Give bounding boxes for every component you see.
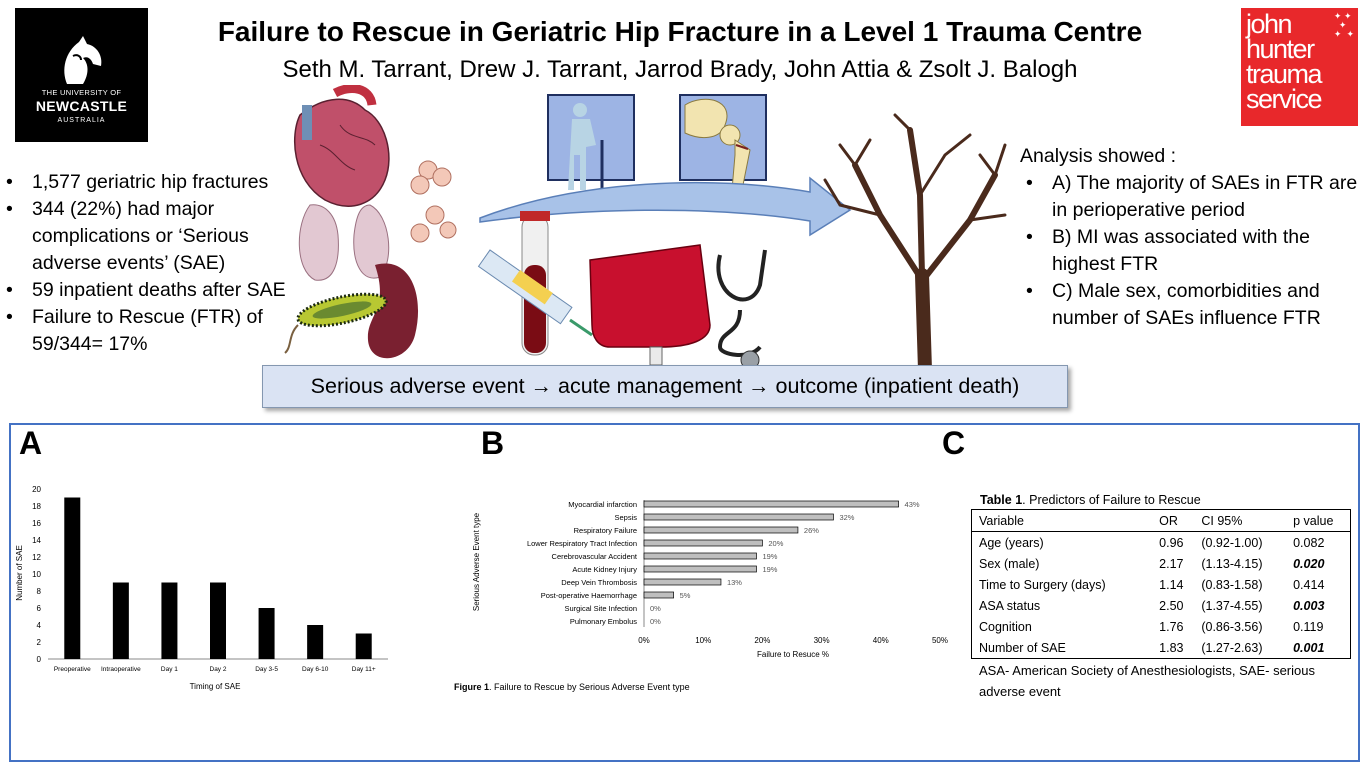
table-header-cell: p value	[1293, 513, 1334, 528]
summary-bullet: • 1,577 geriatric hip fractures	[0, 169, 310, 196]
table-cell: 1.76	[1159, 619, 1184, 634]
chart-b-category: Sepsis	[614, 513, 637, 522]
chart-a-ytick: 0	[36, 655, 41, 664]
summary-bullet: • Failure to Rescue (FTR) of 59/344= 17%	[0, 304, 310, 358]
chart-a-ytick: 18	[32, 502, 41, 511]
horse-crest-icon	[57, 34, 107, 86]
chart-a-bar	[161, 583, 177, 660]
heart-icon	[295, 89, 389, 207]
table-cell: 2.17	[1159, 556, 1184, 571]
chart-a-xtick: Day 3-5	[255, 666, 278, 673]
chart-b-value-label: 0%	[650, 617, 661, 626]
table-cell: (0.83-1.58)	[1201, 577, 1263, 592]
chart-a-ylabel: Number of SAE	[15, 545, 24, 601]
chart-a-ytick: 8	[36, 587, 41, 596]
table-footnote: ASA- American Society of Anesthesiologists, SAE- serious adverse event	[979, 663, 1315, 699]
table-cell: (0.92-1.00)	[1201, 535, 1263, 550]
chart-a-bar	[210, 583, 226, 660]
chart-b-category: Deep Vein Thrombosis	[561, 578, 637, 587]
chart-b-value-label: 13%	[726, 578, 742, 587]
panel-label-a: A	[19, 425, 43, 461]
uon-logo-line3: AUSTRALIA	[57, 117, 106, 124]
uon-logo-line1: THE UNIVERSITY OF	[41, 88, 122, 97]
clinical-illustration	[280, 85, 1020, 370]
panel-label-c: C	[942, 425, 966, 461]
table-row	[972, 616, 1351, 637]
chart-a-xtick: Intraoperative	[100, 666, 141, 673]
dead-tree-icon	[825, 115, 1005, 370]
chart-a-xlabel: Timing of SAE	[189, 682, 241, 691]
chart-b-xlabel: Failure to Resuce %	[756, 650, 830, 659]
table-cell: 0.003	[1293, 598, 1325, 613]
chart-a-xtick: Day 2	[209, 666, 227, 673]
chart-a-xtick: Day 11+	[351, 666, 376, 673]
jhts-line-1: john	[1246, 9, 1292, 39]
chart-b-category: Lower Respiratory Tract Infection	[526, 539, 637, 548]
chart-a-xtick: Preoperative	[53, 666, 91, 673]
chart-b-xtick: 40%	[872, 636, 889, 645]
john-hunter-trauma-service-logo	[1241, 8, 1358, 126]
analysis-bullet: • B) MI was associated with the highest FTR	[1020, 224, 1360, 278]
table-cell: Time to Surgery (days)	[979, 577, 1106, 592]
chart-ftr-by-event	[466, 494, 956, 664]
table-cell: (1.37-4.55)	[1201, 598, 1263, 613]
table-1-caption-text: . Predictors of Failure to Rescue	[1022, 493, 1201, 507]
lungs-icon	[299, 205, 388, 280]
table-cell: Cognition	[979, 619, 1032, 634]
elderly-patient-icon	[548, 95, 634, 190]
alveoli-icon	[411, 161, 456, 242]
table-cell: 1.14	[1159, 577, 1184, 592]
chart-sae-timing	[10, 478, 390, 698]
table-header-cell: Variable	[979, 513, 1024, 528]
chart-a-bar	[307, 625, 323, 659]
chart-b-value-label: 43%	[904, 500, 920, 509]
figure-1-caption-bold: Figure 1	[454, 682, 490, 692]
chart-b-xtick: 20%	[754, 636, 771, 645]
predictors-table	[971, 509, 1351, 659]
chart-a-xtick: Day 1	[160, 666, 178, 673]
table-1-caption-bold: Table 1	[980, 493, 1023, 507]
chart-b-bar	[644, 527, 798, 533]
table-cell: 0.082	[1293, 535, 1325, 550]
table-header-row	[972, 510, 1351, 532]
summary-bullet: • 59 inpatient deaths after SAE	[0, 277, 310, 304]
table-cell: 0.001	[1293, 640, 1325, 655]
table-cell: Number of SAE	[979, 640, 1066, 655]
university-of-newcastle-logo	[15, 8, 148, 142]
table-cell: ASA status	[979, 598, 1041, 613]
jhts-line-3: trauma	[1246, 59, 1322, 89]
chart-b-bar	[644, 501, 899, 507]
table-row	[972, 637, 1351, 659]
chart-a-bar	[356, 634, 372, 660]
chart-a-ytick: 4	[36, 621, 41, 630]
table-header-cell: OR	[1159, 513, 1178, 528]
chart-b-value-label: 5%	[679, 591, 691, 600]
chart-b-value-label: 26%	[803, 526, 819, 535]
chart-b-xtick: 10%	[695, 636, 712, 645]
chart-b-category: Myocardial infarction	[568, 500, 637, 509]
table-cell: 0.119	[1293, 619, 1324, 634]
chart-b-ylabel: Serious Adverse Event type	[472, 512, 481, 612]
table-cell: 0.020	[1293, 556, 1325, 571]
chart-a-ytick: 12	[32, 553, 41, 562]
southern-cross-stars-icon: ✦ ✦ ✦ ✦ ✦	[1333, 11, 1354, 39]
chart-b-category: Pulmonary Embolus	[569, 617, 637, 626]
analysis-bullet: • C) Male sex, comorbidities and number of SAEs influence FTR	[1020, 278, 1360, 332]
analysis-heading: Analysis showed :	[1020, 145, 1177, 167]
panel-label-b: B	[481, 425, 505, 461]
table-cell: 2.50	[1159, 598, 1184, 613]
chart-b-bar	[644, 540, 762, 546]
poster-title: Failure to Rescue in Geriatric Hip Fracture in a Level 1 Trauma Centre	[217, 16, 1143, 47]
chart-b-value-label: 0%	[650, 604, 661, 613]
chart-a-bar	[259, 608, 275, 659]
chart-b-bar	[644, 579, 721, 585]
chart-a-ytick: 6	[36, 604, 41, 613]
table-row	[972, 532, 1351, 554]
table-cell: Age (years)	[979, 535, 1044, 550]
chart-a-ytick: 20	[32, 485, 41, 494]
chart-a-bar	[64, 498, 80, 660]
table-cell: (1.27-2.63)	[1201, 640, 1263, 655]
chart-b-category: Cerebrovascular Accident	[551, 552, 637, 561]
summary-bullet-list	[0, 169, 310, 358]
chart-a-xtick: Day 6-10	[301, 666, 329, 673]
chart-b-category: Acute Kidney Injury	[572, 565, 637, 574]
stethoscope-icon	[718, 250, 765, 369]
jhts-line-2: hunter	[1246, 34, 1314, 64]
analysis-block	[1020, 143, 1360, 332]
table-row	[972, 553, 1351, 574]
table-cell: (1.13-4.15)	[1201, 556, 1263, 571]
chart-b-xtick: 30%	[813, 636, 830, 645]
chart-b-category: Post-operative Haemorrhage	[540, 591, 637, 600]
analysis-bullet-list	[1020, 170, 1360, 332]
chart-b-bar	[644, 514, 833, 520]
chart-a-ytick: 14	[32, 536, 41, 545]
chart-b-xtick: 50%	[931, 636, 949, 645]
table-cell: 1.83	[1159, 640, 1184, 655]
table-cell: 0.96	[1159, 535, 1184, 550]
hip-fracture-icon	[680, 95, 766, 190]
chart-b-bar	[644, 592, 674, 598]
chart-b-value-label: 32%	[839, 513, 855, 522]
blood-bag-icon	[590, 245, 710, 365]
table-cell: (0.86-3.56)	[1201, 619, 1263, 634]
chart-b-bar	[644, 566, 756, 572]
chart-b-xtick: 0%	[638, 636, 650, 645]
chart-b-value-label: 19%	[762, 565, 778, 574]
uon-logo-line2: NEWCASTLE	[35, 98, 128, 114]
summary-bullet: • 344 (22%) had major complications or ‘Serious adverse events’ (SAE)	[0, 196, 310, 277]
poster-authors: Seth M. Tarrant, Drew J. Tarrant, Jarrod Brady, John Attia & Zsolt J. Balogh	[282, 56, 1078, 83]
flow-summary-box: Serious adverse event → acute management → outcome (inpatient death)	[262, 365, 1068, 408]
table-header-cell: CI 95%	[1201, 513, 1243, 528]
chart-b-value-label: 19%	[762, 552, 778, 561]
chart-a-bar	[113, 583, 129, 660]
chart-b-category: Respiratory Failure	[573, 526, 637, 535]
chart-a-ytick: 2	[36, 638, 41, 647]
chart-a-ytick: 16	[32, 519, 41, 528]
table-row	[972, 574, 1351, 595]
table-cell: 0.414	[1293, 577, 1325, 592]
figure-1-caption	[454, 682, 690, 692]
table-cell: Sex (male)	[979, 556, 1040, 571]
jhts-line-4: service	[1246, 84, 1322, 114]
table-row	[972, 595, 1351, 616]
figure-1-caption-text: . Failure to Rescue by Serious Adverse Event type	[489, 682, 690, 692]
chart-b-bar	[644, 553, 756, 559]
chart-b-value-label: 20%	[768, 539, 784, 548]
chart-a-ytick: 10	[32, 570, 41, 579]
table-1-caption	[980, 493, 1201, 507]
chart-b-category: Surgical Site Infection	[564, 604, 637, 613]
analysis-bullet: • A) The majority of SAEs in FTR are in perioperative period	[1020, 170, 1360, 224]
